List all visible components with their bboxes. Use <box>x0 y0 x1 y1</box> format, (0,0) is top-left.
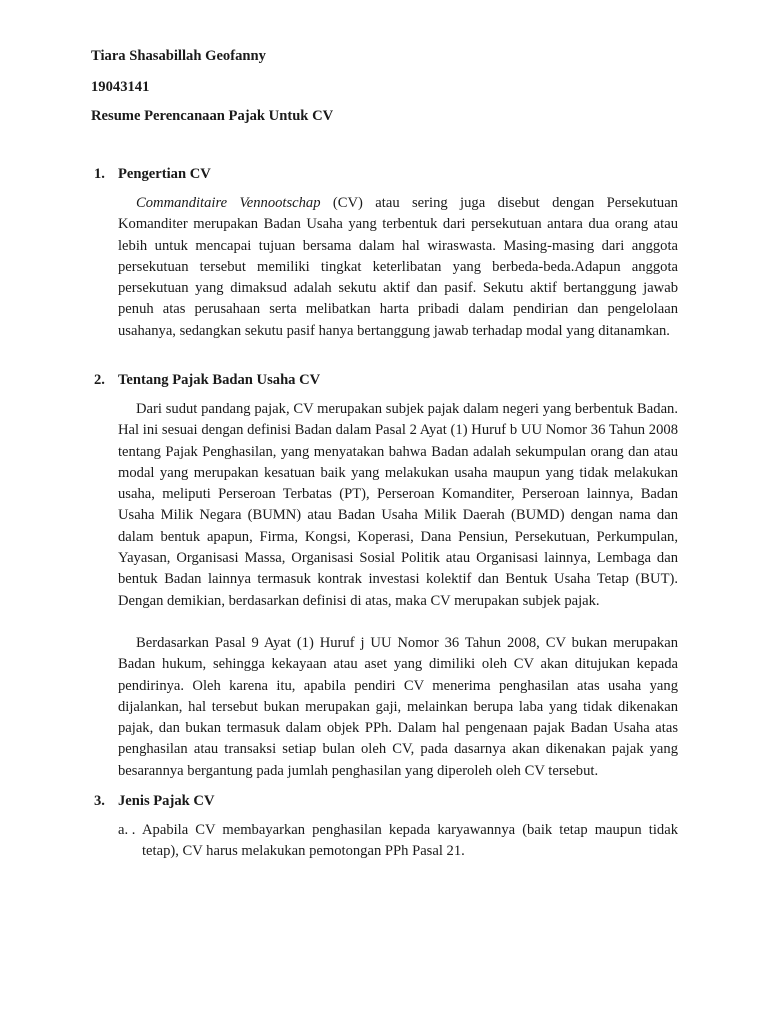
section-3-number: 3. <box>94 793 105 809</box>
document-title: Resume Perencanaan Pajak Untuk CV <box>91 108 334 124</box>
author-name: Tiara Shasabillah Geofanny <box>91 48 266 64</box>
list-marker: a. . <box>118 822 136 838</box>
section-3-title: Jenis Pajak CV <box>118 793 215 809</box>
section-2-paragraph-1: Dari sudut pandang pajak, CV merupakan subjek pajak dalam negeri yang berbentuk Badan. Hal ini sesuai dengan definisi Badan dalam Pasal 2 Ayat (1) Huruf b UU Nomor 36 Tahun 2008 tentang Pajak Penghasilan, yang menyatakan bahwa Badan adalah sekumpulan orang dan atau modal yang merupakan kesatuan baik yang melakukan usaha maupun yang tidak melakukan usaha, meliputi Perseroan Terbatas (PT), Perseroan Komanditer, Perseroan lainnya, Badan Usaha Milik Negara (BUMN) atau Badan Usaha Milik Daerah (BUMD) dengan nama dan dalam bentuk apapun, Firma, Kongsi, Koperasi, Dana Pensiun, Persekutuan, Perkumpulan, Yayasan, Organisasi Massa, Organisasi Sosial Politik atau Organisasi lainnya, Lembaga dan bentuk Badan lainnya termasuk kontrak investasi kolektif dan Bentuk Usaha Tetap (BUT). Dengan demikian, berdasarkan definisi di atas, maka CV merupakan subjek pajak. <box>118 401 678 609</box>
section-1-paragraph-1 <box>118 193 678 342</box>
italic-term: Commanditaire Vennootschap <box>136 195 321 211</box>
section-2-paragraph-2: Berdasarkan Pasal 9 Ayat (1) Huruf j UU Nomor 36 Tahun 2008, CV bukan merupakan Badan hukum, sehingga kekayaan atau aset yang dimiliki oleh CV akan ditujukan kepada pendirinya. Oleh karena itu, apabila pendiri CV menerima penghasilan atas usaha yang dijalankan, hal tersebut bukan merupakan gaji, melainkan berupa laba yang tidak dikenakan pajak, dan bukan termasuk dalam objek PPh. Dalam hal pengenaan pajak Badan Usaha atas penghasilan atau transaksi setiap bulan oleh CV, pada dasarnya akan dikenakan pajak yang besarannya bergantung pada jumlah penghasilan yang diperoleh oleh CV tersebut. <box>118 635 678 779</box>
section-3-item-a <box>118 820 678 863</box>
section-2-title: Tentang Pajak Badan Usaha CV <box>118 372 321 388</box>
student-id: 19043141 <box>91 79 150 95</box>
paragraph-text: (CV) atau sering juga disebut dengan Persekutuan Komanditer merupakan Badan Usaha yang terbentuk dari persekutuan antara dua orang atau lebih untuk mencapai tujuan bersama dalam hal wiraswasta. Masing-masing dari anggota persekutuan tersebut memiliki tingkat keterlibatan yang berbeda-beda.Adapun anggota persekutuan yang dimaksud adalah sekutu aktif dan pasif. Sekutu aktif bertanggung jawab penuh atas perusahaan serta melibatkan harta pribadi dalam pendirian dan pengelolaan usahanya, sedangkan sekutu pasif hanya bertanggung jawab terhadap modal yang ditanamkan. <box>118 195 678 339</box>
section-1-title: Pengertian CV <box>118 166 211 182</box>
list-item-text: Apabila CV membayarkan penghasilan kepada karyawannya (baik tetap maupun tidak tetap), CV harus melakukan pemotongan PPh Pasal 21. <box>142 822 678 860</box>
section-2-number: 2. <box>94 372 105 388</box>
section-1-number: 1. <box>94 166 105 182</box>
